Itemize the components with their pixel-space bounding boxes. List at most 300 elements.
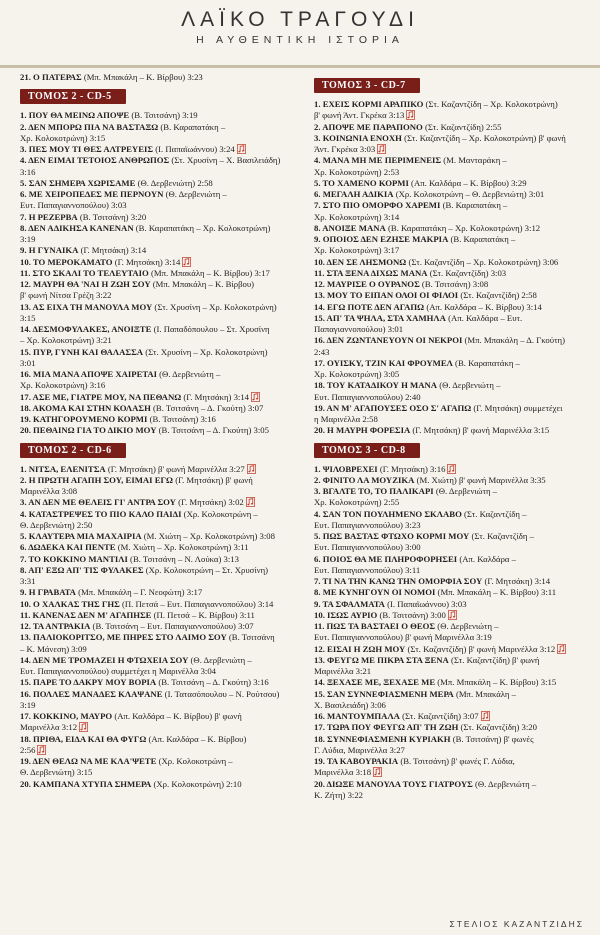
track-credits: (Στ. Χρυσίνη – Χρ. Κολοκοτρώνη) <box>143 346 268 357</box>
track-credits: Μαρινέλλα 3:12 <box>20 722 78 733</box>
track-title: 14. ΞΕΧΑΣΕ ΜΕ, ΞΕΧΑΣΕ ΜΕ <box>314 677 436 688</box>
track-credits: (Β. Τσιτσάνη) 3:16 <box>147 414 216 424</box>
track-credits: 2:43 <box>314 346 330 357</box>
track-line <box>20 520 294 531</box>
track-credits: Μαρινέλλα 3:18 <box>314 767 372 778</box>
track-credits: Μαρινέλλα 3:08 <box>20 486 78 496</box>
track-credits: (Μπ. Μπακάλη – Κ. Βίρβου) 3:15 <box>435 677 557 688</box>
track-line <box>20 745 294 756</box>
left-column <box>20 72 294 790</box>
track-credits: Θ. Δερβενιώτη) 3:15 <box>20 767 93 778</box>
track-credits: Παπαγιαννοπούλου) 3:01 <box>314 324 404 334</box>
track-line <box>314 380 588 391</box>
track-line <box>314 689 588 700</box>
track-line <box>314 347 588 358</box>
track-title: 7. ΤΙ ΝΑ ΤΗΝ ΚΑΝΩ ΤΗΝ ΟΜΟΡΦΙΑ ΣΟΥ <box>314 576 483 586</box>
track-line <box>20 756 294 767</box>
track-line <box>20 335 294 346</box>
track-credits: Κ. Ζήτη) 3:22 <box>314 789 364 800</box>
track-credits: Ευτ. Παπαγιαννοπούλου) 3:11 <box>314 564 421 575</box>
track-credits: (Θ. Δερβενιώτη – <box>188 654 252 665</box>
music-note-icon <box>557 644 566 654</box>
track-line <box>314 110 588 121</box>
track-credits: (Β. Τσιτσάνη) 3:08 <box>419 279 489 289</box>
track-credits: (Στ. Χρυσίνη – Χ. Βασιλειάδη) <box>169 155 281 166</box>
track-credits: (Γ. Μητσάκη) 3:14 <box>482 576 551 586</box>
music-note-icon <box>247 464 256 474</box>
track-credits: (Στ. Καζαντζίδη – Χρ. Κολοκοτρώνη) 3:06 <box>406 256 559 267</box>
track-line <box>20 767 294 778</box>
track-title: 1. ΨΙΛΟΒΡΕΧΕΙ <box>314 463 378 474</box>
track-credits: (Β. Τσιτσάνη <box>226 632 275 643</box>
track-title: 19. ΔΕΝ ΘΕΛΩ ΝΑ ΜΕ ΚΛΑ'ΨΕΤΕ <box>20 756 157 766</box>
track-line <box>314 486 588 497</box>
track-line <box>20 257 294 268</box>
track-credits: η Μαρινέλλα 2:58 <box>314 414 378 424</box>
track-credits: (Γ. Μητσάκη) 3:02 <box>175 497 244 508</box>
track-title: 5. ΣΑΝ ΣΗΜΕΡΑ ΧΩΡΙΣΑΜΕ <box>20 177 136 188</box>
track-title: 11. ΠΩΣ ΤΑ ΒΑΣΤΑΕΙ Ο ΘΕΟΣ <box>314 621 436 631</box>
track-credits: (Στ. Καζαντζίδη) β' φωνή Μαρινέλλα 3:12 <box>405 643 556 654</box>
track-line <box>314 189 588 200</box>
track-title: 6. ΔΩΔΕΚΑ ΚΑΙ ΠΕΝΤΕ <box>20 542 116 553</box>
cd-section-header: ΤΟΜΟΣ 3 - CD-8 <box>314 443 420 458</box>
track-credits: Ευτ. Παπαγιαννοπούλου) 3:00 <box>314 542 421 553</box>
track-title: 21. Ο ΠΑΤΕΡΑΣ <box>20 72 82 82</box>
track-credits: Χρ. Κολοκοτρώνη) 3:16 <box>20 380 106 391</box>
track-line <box>20 621 294 632</box>
track-line <box>20 369 294 380</box>
track-line <box>314 335 588 346</box>
track-title: 1. ΝΙΤΣΑ, ΕΛΕΝΙΤΣΑ <box>20 463 106 474</box>
track-line <box>20 531 294 542</box>
track-credits: (Ι. Παπαϊωάννου) 3:03 <box>384 598 467 609</box>
track-line <box>314 587 588 598</box>
track-credits: (Ι. Παπαδόπουλου – Στ. Χρυσίνη <box>151 324 270 334</box>
track-title: 16. ΔΕΝ ΖΩΝΤΑΝΕΥΟΥΝ ΟΙ ΝΕΚΡΟΙ <box>314 335 463 346</box>
track-line <box>314 178 588 189</box>
track-title: 13. ΠΑΛΙΟΚΟΡΙΤΣΟ, ΜΕ ΠΗΡΕΣ ΣΤΟ ΛΑΙΜΟ ΣΟΥ <box>20 632 227 643</box>
track-credits: Ευτ. Παπαγιαννοπούλου) 3:23 <box>314 519 421 530</box>
track-title: 3. ΒΓΑΛΤΕ ΤΟ, ΤΟ ΠΑΛΙΚΑΡΙ <box>314 486 434 496</box>
track-title: 13. ΜΟΥ ΤΟ ΕΙΠΑΝ ΟΛΟΙ ΟΙ ΦΙΛΟΙ <box>314 290 459 301</box>
track-credits: (Στ. Καζαντζίδη) β' φωνή <box>448 654 540 665</box>
music-note-icon <box>251 392 260 402</box>
track-line <box>314 767 588 778</box>
track-line <box>314 722 588 733</box>
track-credits: (Απ. Καλδάρα – Κ. Βίρβου) 3:29 <box>408 177 527 188</box>
track-title: 16. ΜΙΑ ΜΑΝΑ ΑΠΟΨΕ ΧΑΙΡΕΤΑΙ <box>20 369 157 379</box>
track-line <box>314 234 588 245</box>
track-credits: (Στ. Καζαντζίδη – Χρ. Κολοκοτρώνη) β' φωνή <box>401 132 566 143</box>
track-credits: (Στ. Χρυσίνη – Χρ. Κολοκοτρώνη) <box>152 301 277 312</box>
track-credits: 3:19 <box>20 699 36 710</box>
track-title: 7. ΣΤΟ ΠΙΟ ΟΜΟΡΦΟ ΧΑΡΕΜΙ <box>314 200 441 211</box>
track-line <box>20 189 294 200</box>
track-title: 12. ΤΑ ΑΝΤΡΑΚΙΑ <box>20 621 91 631</box>
track-credits: (Απ. Καλδάρα – Κ. Βίρβου) <box>146 733 247 744</box>
track-title: 8. ΜΕ ΚΥΝΗΓΟΥΝ ΟΙ ΝΟΜΟΙ <box>314 587 436 598</box>
track-line <box>314 144 588 155</box>
track-credits: (Μπ. Μπακάλη – Κ. Βίρβου) 3:23 <box>81 72 203 82</box>
track-title: 20. ΠΕΘΑΙΝΩ ΓΙΑ ΤΟ ΔΙΚΙΟ ΜΟΥ <box>20 425 157 436</box>
track-title: 19. ΤΑ ΚΑΒΟΥΡΑΚΙΑ <box>314 756 399 766</box>
track-title: 2. ΑΠΟΨΕ ΜΕ ΠΑΡΑΠΟΝΟ <box>314 121 423 132</box>
track-line <box>20 279 294 290</box>
track-title: 19. ΑΝ Μ' ΑΓΑΠΟΥΣΕΣ ΟΣΟ Σ' ΑΓΑΠΩ <box>314 402 472 413</box>
track-credits: (Β. Τσιτσάνη – Δ. Γκούτη) 3:05 <box>156 425 269 436</box>
track-line <box>20 576 294 587</box>
track-credits: (Β. Καραπατάκη – Χρ. Κολοκοτρώνη) <box>133 222 271 233</box>
track-line <box>314 554 588 565</box>
track-line <box>314 257 588 268</box>
cd-section-header: ΤΟΜΟΣ 2 - CD-5 <box>20 89 126 104</box>
track-title: 2. Η ΠΡΩΤΗ ΑΓΑΠΗ ΣΟΥ, ΕΙΜΑΙ ΕΓΩ <box>20 474 174 485</box>
track-line <box>20 587 294 598</box>
track-line <box>20 565 294 576</box>
track-credits: (Χρ. Κολοκοτρώνη – <box>181 508 258 519</box>
track-line <box>20 509 294 520</box>
track-title: 10. ΔΕΝ ΣΕ ΛΗΣΜΟΝΩ <box>314 256 407 267</box>
track-title: 20. Η ΜΑΥΡΗ ΦΟΡΕΣΙΑ <box>314 425 411 436</box>
track-line <box>314 122 588 133</box>
cd-section-header: ΤΟΜΟΣ 3 - CD-7 <box>314 78 420 93</box>
track-credits: (Β. Τσιτσάνη – Ν. Λούκα) 3:13 <box>127 553 239 564</box>
track-line <box>314 734 588 745</box>
track-credits: Θ. Δερβενιώτη) 2:50 <box>20 519 93 530</box>
track-title: 4. ΣΑΝ ΤΟΝ ΠΟΥΛΗΜΕΝΟ ΣΚΛΑΒΟ <box>314 508 462 519</box>
track-title: 14. ΔΕΣΜΟΦΥΛΑΚΕΣ, ΑΝΟΙΞΤΕ <box>20 324 152 334</box>
track-title: 4. ΜΑΝΑ ΜΗ ΜΕ ΠΕΡΙΜΕΝΕΙΣ <box>314 155 442 166</box>
track-line <box>314 655 588 666</box>
track-credits: (Β. Τσιτσάνη) 3:20 <box>77 211 147 222</box>
track-credits: (Στ. Καζαντζίδη) 2:55 <box>422 121 502 132</box>
track-credits: Γ. Λύδια, Μαρινέλλα 3:27 <box>314 744 405 755</box>
track-credits: (Θ. Δερβενιώτη – <box>472 778 537 789</box>
music-note-icon <box>79 722 88 732</box>
track-line <box>20 779 294 790</box>
track-title: 16. ΜΑΝΤΟΥΜΠΑΛΑ <box>314 711 400 721</box>
track-credits: 2:56 <box>20 744 36 755</box>
track-line <box>314 223 588 234</box>
track-line <box>20 542 294 553</box>
track-line <box>20 414 294 425</box>
track-credits: (Απ. Καλδάρα – <box>457 553 516 564</box>
track-line <box>20 212 294 223</box>
page-subtitle: Η ΑΥΘΕΝΤΙΚΗ ΙΣΤΟΡΙΑ <box>196 34 404 46</box>
track-line <box>314 644 588 655</box>
track-credits: (Γ. Μητσάκη) συμμετέχει <box>471 402 563 413</box>
music-note-icon <box>37 745 46 755</box>
track-credits: (Μπ. Μπακάλη – Κ. Βίρβου) <box>150 279 255 289</box>
track-line <box>314 133 588 144</box>
track-credits: – Χρ. Κολοκοτρώνη) 3:21 <box>20 335 112 346</box>
track-credits: Χρ. Κολοκοτρώνη) 2:55 <box>314 497 400 508</box>
track-credits: Άντ. Γκρέκα 3:03 <box>314 144 376 154</box>
track-title: 1. ΠΟΥ ΘΑ ΜΕΙΝΩ ΑΠΟΨΕ <box>20 110 130 121</box>
track-line <box>20 110 294 121</box>
track-title: 3. ΑΝ ΔΕΝ ΜΕ ΘΕΛΕΙΣ ΓΙ' ΑΝΤΡΑ ΣΟΥ <box>20 497 176 508</box>
track-line <box>314 677 588 688</box>
track-title: 10. ΤΟ ΜΕΡΟΚΑΜΑΤΟ <box>20 256 113 267</box>
track-credits: (Β. Τσιτσάνη – Δ. Γκούτη) 3:07 <box>150 402 264 413</box>
track-line <box>20 632 294 643</box>
music-note-icon <box>182 257 191 267</box>
track-title: 9. Η ΓΡΑΒΑΤΑ <box>20 587 76 598</box>
track-credits: Χρ. Κολοκοτρώνη) 2:53 <box>314 166 400 177</box>
track-credits: (Απ. Καλδάρα – Κ. Βίρβου) β' φωνή <box>112 711 242 721</box>
track-line <box>314 212 588 223</box>
track-credits: Χρ. Κολοκοτρώνη) 3:15 <box>20 132 106 143</box>
track-credits: (Μπ. Μπακάλη – Κ. Βίρβου) 3:17 <box>148 267 270 278</box>
track-line <box>314 610 588 621</box>
track-title: 19. ΚΑΤΗΓΟΡΟΥΜΕΝΟ ΚΟΡΜΙ <box>20 414 148 424</box>
track-credits: (Ι. Παπαϊωάννου) 3:24 <box>153 144 235 154</box>
track-line <box>20 475 294 486</box>
track-line <box>314 302 588 313</box>
track-line <box>20 425 294 436</box>
track-credits: (Β. Τσιτσάνη – Ευτ. Παπαγιαννοπούλου) 3:07 <box>90 621 254 631</box>
track-credits: (Μ. Μανταράκη – <box>441 155 507 166</box>
track-title: 1. ΕΧΕΙΣ ΚΟΡΜΙ ΑΡΑΠΙΚΟ <box>314 99 424 109</box>
track-title: 18. ΠΡΙΘΑ, ΕΙΔΑ ΚΑΙ ΘΑ ΦΥΓΩ <box>20 733 147 744</box>
track-line <box>314 790 588 801</box>
track-line <box>20 554 294 565</box>
track-title: 9. ΤΑ ΣΦΑΛΜΑΤΑ <box>314 598 385 609</box>
track-credits: (Μπ. Μπακάλη – Κ. Βίρβου) 3:11 <box>435 587 557 598</box>
track-title: 17. ΤΩΡΑ ΠΟΥ ΦΕΥΓΩ ΑΠ' ΤΗ ΖΩΗ <box>314 722 459 733</box>
track-credits: (Γ. Μητσάκη) 3:14 <box>78 245 147 256</box>
track-credits: (Μ. Χιώτη – Χρ. Κολοκοτρώνη) 3:08 <box>141 531 275 541</box>
track-line <box>314 509 588 520</box>
track-title: 2. ΦΙΝΙΤΟ ΛΑ ΜΟΥΖΙΚΑ <box>314 474 415 485</box>
track-title: 3. ΠΕΣ ΜΟΥ ΤΙ ΘΕΣ ΑΛΤΡΕΥΕΙΣ <box>20 144 154 154</box>
track-line <box>20 734 294 745</box>
track-line <box>20 599 294 610</box>
track-credits: (Απ. Καλδάρα – Ευτ. <box>445 312 523 323</box>
track-line <box>314 497 588 508</box>
track-credits: (Γ. Μητσάκη) β' φωνή Μαρινέλλα 3:27 <box>105 463 245 474</box>
track-line <box>20 313 294 324</box>
track-credits: (Στ. Καζαντζίδη – Χρ. Κολοκοτρώνη) <box>423 99 558 109</box>
track-line <box>20 380 294 391</box>
track-line <box>20 155 294 166</box>
track-line <box>314 756 588 767</box>
track-title: 12. ΜΑΥΡΗ ΘΑ 'ΝΑΙ Η ΖΩΗ ΣΟΥ <box>20 279 151 289</box>
track-line <box>314 599 588 610</box>
track-line <box>20 497 294 508</box>
track-line <box>20 403 294 414</box>
track-credits: (Β. Καραπατάκη – Χρ. Κολοκοτρώνη) 3:12 <box>385 222 541 233</box>
track-line <box>20 666 294 677</box>
track-credits: (Μ. Χιώτη – Χρ. Κολοκοτρώνη) 3:11 <box>115 542 249 553</box>
track-credits: (Β. Καραπατάκη – <box>158 121 226 132</box>
track-credits: (Γ. Μητσάκη) 3:14 <box>112 256 181 267</box>
track-credits: (Β. Καραπατάκη – <box>452 357 520 368</box>
track-credits: (Μπ. Μπακάλη – Γ. Νεοφώτη) 3:17 <box>75 587 203 598</box>
track-credits: (Θ. Δερβενιώτη) 2:58 <box>135 177 213 188</box>
track-line <box>314 200 588 211</box>
track-credits: β' φωνή Άντ. Γκρέκα 3:13 <box>314 110 405 121</box>
cd-section-header: ΤΟΜΟΣ 2 - CD-6 <box>20 443 126 458</box>
track-line <box>314 313 588 324</box>
track-title: 11. ΚΑΝΕΝΑΣ ΔΕΝ Μ' ΑΓΑΠΗΣΕ <box>20 609 152 620</box>
track-title: 8. ΑΠ' ΕΞΩ ΑΠ' ΤΙΣ ΦΥΛΑΚΕΣ <box>20 564 144 575</box>
track-credits: (Χρ. Κολοκοτρώνη – Στ. Χρυσίνη) <box>143 564 269 575</box>
track-title: 13. ΑΣ ΕΙΧΑ ΤΗ ΜΑΝΟΥΛΑ ΜΟΥ <box>20 301 153 312</box>
track-credits: (Στ. Καζαντζίδη) 3:03 <box>427 267 507 278</box>
track-title: 15. ΠΥΡ, ΓΥΝΗ ΚΑΙ ΘΑΛΑΣΣΑ <box>20 346 144 357</box>
track-line <box>20 324 294 335</box>
track-credits: (Β. Καραπατάκη – <box>448 234 516 244</box>
track-credits: (Θ. Δερβενιώτη – <box>156 369 221 379</box>
music-note-icon <box>481 711 490 721</box>
track-credits: (Β. Τσιτσάνη) β' φωνές <box>450 733 534 744</box>
track-credits: (Π. Πετσά – Κ. Βίρβου) 3:11 <box>151 609 255 620</box>
track-line <box>314 475 588 486</box>
track-credits: (Θ. Δερβενιώτη – <box>437 380 501 391</box>
track-line <box>20 223 294 234</box>
music-note-icon <box>447 464 456 474</box>
track-credits: (Χρ. Κολοκοτρώνη – Θ. Δερβενιώτη) 3:01 <box>393 189 545 199</box>
page-title: ΛΑΪΚΟ ΤΡΑΓΟΥΔΙ <box>181 8 419 31</box>
track-credits: (Θ. Δερβενιώτη – <box>163 189 227 199</box>
track-line <box>20 689 294 700</box>
track-credits: Χ. Βασιλειάδη) 3:06 <box>314 699 386 710</box>
track-credits: (Απ. Καλδάρα – Κ. Βίρβου) 3:14 <box>424 301 542 312</box>
track-title: 18. ΤΟΥ ΚΑΤΑΔΙΚΟΥ Η ΜΑΝΑ <box>314 380 438 391</box>
track-line <box>314 155 588 166</box>
track-title: 10. ΙΣΩΣ ΑΥΡΙΟ <box>314 609 378 620</box>
track-credits: 3:01 <box>20 357 36 368</box>
track-credits: (Β. Καραπατάκη – <box>440 200 508 211</box>
track-line <box>314 632 588 643</box>
track-line <box>20 167 294 178</box>
track-title: 11. ΣΤΑ ΞΕΝΑ ΔΙΧΩΣ ΜΑΝΑ <box>314 267 428 278</box>
track-title: 13. ΦΕΥΓΩ ΜΕ ΠΙΚΡΑ ΣΤΑ ΞΕΝΑ <box>314 654 449 665</box>
track-line <box>314 245 588 256</box>
track-line <box>314 711 588 722</box>
track-credits: 3:31 <box>20 576 36 586</box>
track-line <box>20 144 294 155</box>
track-line <box>314 464 588 475</box>
track-title: 17. ΚΟΚΚΙΝΟ, ΜΑΥΡΟ <box>20 711 113 721</box>
track-credits: (Μπ. Μπακάλη – Δ. Γκούτη) <box>462 335 565 346</box>
track-credits: (Γ. Μητσάκη) β' φωνή Μαρινέλλα 3:15 <box>410 425 550 436</box>
track-line <box>20 610 294 621</box>
music-note-icon <box>246 497 255 507</box>
track-credits: (Γ. Μητσάκη) 3:14 <box>181 391 250 402</box>
track-credits: 3:19 <box>20 234 36 244</box>
track-title: 15. ΑΠ' ΤΑ ΨΗΛΑ, ΣΤΑ ΧΑΜΗΛΑ <box>314 312 446 323</box>
track-title: 18. ΣΥΝΝΕΦΙΑΣΜΕΝΗ ΚΥΡΙΑΚΗ <box>314 733 451 744</box>
track-line <box>20 178 294 189</box>
track-line <box>314 167 588 178</box>
track-title: 5. ΤΟ ΧΑΜΕΝΟ ΚΟΡΜΙ <box>314 177 409 188</box>
track-credits: (Μπ. Μπακάλη – <box>453 688 516 699</box>
track-line <box>20 347 294 358</box>
track-line <box>20 72 294 83</box>
track-title: 16. ΠΟΛΛΕΣ ΜΑΝΑΔΕΣ ΚΛΑΨΑΝΕ <box>20 688 163 699</box>
music-note-icon <box>377 144 386 154</box>
track-credits: (Στ. Καζαντζίδη – <box>461 508 527 519</box>
track-title: 8. ΔΕΝ ΑΔΙΚΗΣΑ ΚΑΝΕΝΑΝ <box>20 222 134 233</box>
track-credits: (Β. Τσιτσάνη – Δ. Γκούτη) 3:16 <box>156 677 269 688</box>
track-line <box>314 531 588 542</box>
track-credits: Χρ. Κολοκοτρώνη) 3:14 <box>314 211 400 222</box>
track-title: 7. ΤΟ ΚΟΚΚΙΝΟ ΜΑΝΤΙΛΙ <box>20 553 128 564</box>
track-title: 12. ΕΙΣΑΙ Η ΖΩΗ ΜΟΥ <box>314 643 406 654</box>
track-credits: (Μ. Χιώτη) β' φωνή Μαρινέλλα 3:35 <box>414 474 546 485</box>
track-credits: (Β. Τσιτσάνη) 3:19 <box>129 110 198 121</box>
track-line <box>20 644 294 655</box>
artist-footer: ΣΤΕΛΙΟΣ ΚΑΖΑΝΤΖΙΔΗΣ <box>449 919 584 929</box>
music-note-icon <box>448 610 457 620</box>
track-credits: (Γ. Μητσάκη) 3:16 <box>377 463 446 474</box>
track-line <box>314 392 588 403</box>
track-title: 5. ΚΛΑΥΤΕΡΑ ΜΙΑ ΜΑΧΑΙΡΙΑ <box>20 531 142 541</box>
track-line <box>20 133 294 144</box>
track-credits: Ευτ. Παπαγιαννοπούλου) 2:40 <box>314 391 421 402</box>
track-credits: (Θ. Δερβενιώτη – <box>433 486 498 496</box>
track-line <box>20 392 294 403</box>
track-title: 3. ΚΟΙΝΩΝΙΑ ΕΝΟΧΗ <box>314 132 402 143</box>
track-credits: β' φωνή Νίτσα Γρέζη 3:22 <box>20 290 112 301</box>
track-credits: Χρ. Κολοκοτρώνη) 3:17 <box>314 245 400 256</box>
track-line <box>314 358 588 369</box>
track-title: 17. ΟΥΙΣΚΥ, ΤΖΙΝ ΚΑΙ ΦΡΟΥΜΕΛ <box>314 357 453 368</box>
track-title: 20. ΚΑΜΠΑΝΑ ΧΤΥΠΑ ΣΗΜΕΡΑ <box>20 778 152 789</box>
track-line <box>20 464 294 475</box>
track-credits: (Στ. Καζαντζίδη) 3:07 <box>399 711 479 721</box>
track-credits: Μαρινέλλα 3:21 <box>314 666 372 676</box>
track-line <box>20 268 294 279</box>
track-line <box>314 520 588 531</box>
track-line <box>314 576 588 587</box>
track-title: 12. ΜΑΥΡΙΣΕ Ο ΟΥΡΑΝΟΣ <box>314 279 420 289</box>
track-credits: (Στ. Καζαντζίδη) 3:20 <box>458 722 537 733</box>
track-line <box>314 279 588 290</box>
track-title: 4. ΔΕΝ ΕΙΜΑΙ ΤΕΤΟΙΟΣ ΑΝΘΡΩΠΟΣ <box>20 155 170 166</box>
track-line <box>20 722 294 733</box>
track-title: 7. Η ΡΕΖΕΡΒΑ <box>20 211 78 222</box>
track-title: 8. ΑΝΟΙΞΕ ΜΑΝΑ <box>314 222 386 233</box>
track-title: 11. ΣΤΟ ΣΚΑΛΙ ΤΟ ΤΕΛΕΥΤΑΙΟ <box>20 267 149 278</box>
track-title: 5. ΠΩΣ ΒΑΣΤΑΣ ΦΤΩΧΟ ΚΟΡΜΙ ΜΟΥ <box>314 531 470 541</box>
track-title: 10. Ο ΧΑΛΚΑΣ ΤΗΣ ΓΗΣ <box>20 598 120 609</box>
track-credits: (Γ. Μητσάκη) β' φωνή <box>173 474 253 485</box>
track-line <box>314 779 588 790</box>
track-credits: (Χρ. Κολοκοτρώνη) 2:10 <box>151 778 242 789</box>
track-line <box>20 245 294 256</box>
track-credits: (Στ. Καζαντζίδη – <box>469 531 534 541</box>
track-title: 14. ΔΕΝ ΜΕ ΤΡΟΜΑΖΕΙ Η ΦΤΩΧΕΙΑ ΣΟΥ <box>20 654 189 665</box>
track-credits: – Κ. Μάνεση) 3:09 <box>20 643 87 654</box>
track-credits: Ευτ. Παπαγιαννοπούλου) β' φωνή Μαρινέλλα 3:19 <box>314 632 492 643</box>
track-credits: (Β. Τσιτσάνη) β' φωνές Γ. Λύδια, <box>398 756 515 766</box>
track-line <box>314 425 588 436</box>
track-title: 20. ΔΙΩΞΕ ΜΑΝΟΥΛΑ ΤΟΥΣ ΓΙΑΤΡΟΥΣ <box>314 778 473 789</box>
track-line <box>20 358 294 369</box>
track-line <box>314 542 588 553</box>
music-note-icon <box>406 110 415 120</box>
track-credits: (Στ. Καζαντζίδη) 2:58 <box>458 290 537 301</box>
track-line <box>20 677 294 688</box>
track-line <box>20 234 294 245</box>
track-line <box>20 655 294 666</box>
track-line <box>314 324 588 335</box>
track-title: 6. ΠΟΙΟΣ ΘΑ ΜΕ ΠΛΗΡΟΦΟΡΗΣΕΙ <box>314 553 458 564</box>
